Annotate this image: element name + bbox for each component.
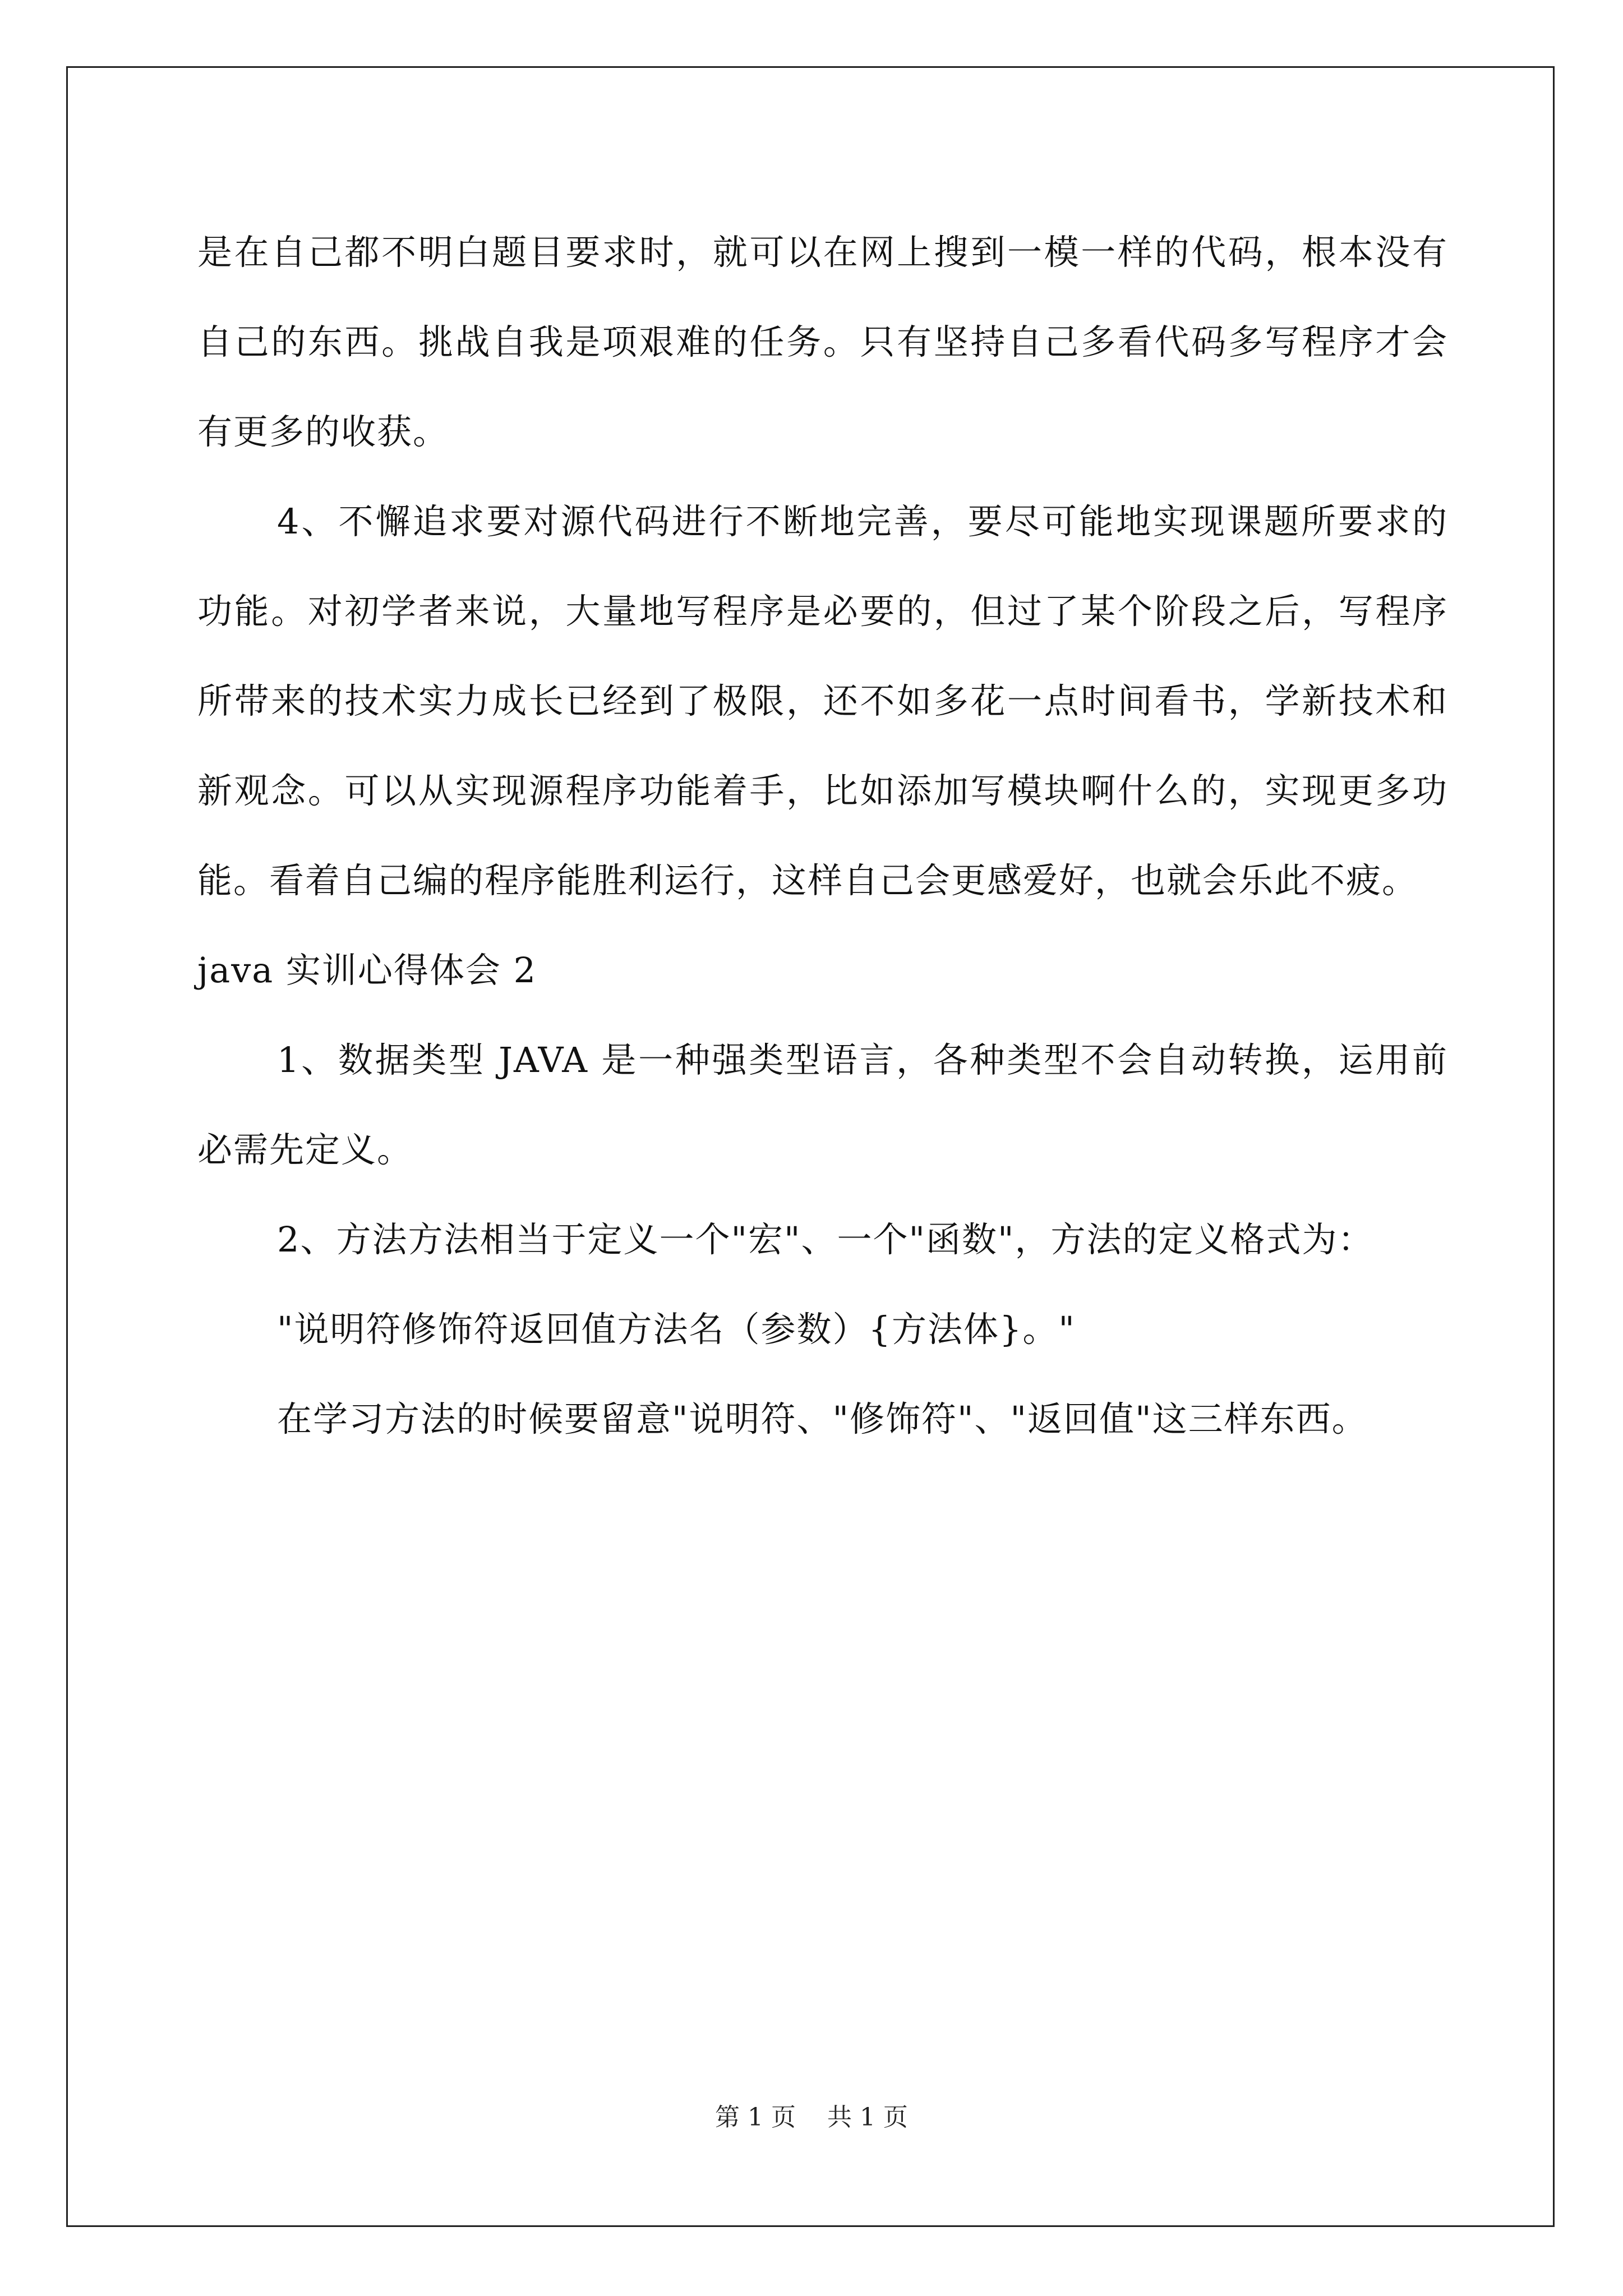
- paragraph-point-1: 1、数据类型 JAVA 是一种强类型语言，各种类型不会自动转换，运用前必需先定义。: [197, 1039, 1448, 1170]
- paragraph-method-note: 在学习方法的时候要留意"说明符、"修饰符"、"返回值"这三样东西。: [277, 1398, 1368, 1439]
- paragraph-continued: 是在自己都不明白题目要求时，就可以在网上搜到一模一样的代码，根本没有自己的东西。挑战自我是项艰难的任务。只有坚持自己多看代码多写程序才会有更多的收获。: [197, 232, 1448, 452]
- paragraph-point-2: 2、方法方法相当于定义一个"宏"、一个"函数"，方法的定义格式为：: [277, 1219, 1374, 1260]
- section-title: java 实训心得体会 2: [197, 950, 537, 991]
- document-body: [197, 208, 1448, 1464]
- paragraph-point-4: 4、不懈追求要对源代码进行不断地完善，要尽可能地实现课题所要求的功能。对初学者来说，大量地写程序是必要的，但过了某个阶段之后，写程序所带来的技术实力成长已经到了极限，还不如多花一点时间看书，学新技术和新观念。可以从实现源程序功能着手，比如添加写模块啊什么的，实现更多功能。看着自己编的程序能胜利运行，这样自己会更感爱好，也就会乐此不疲。: [197, 501, 1448, 901]
- paragraph-method-format: "说明符修饰符返回值方法名（参数）{方法体}。": [277, 1309, 1076, 1350]
- page-footer: 第 1 页 共 1 页: [715, 2103, 908, 2132]
